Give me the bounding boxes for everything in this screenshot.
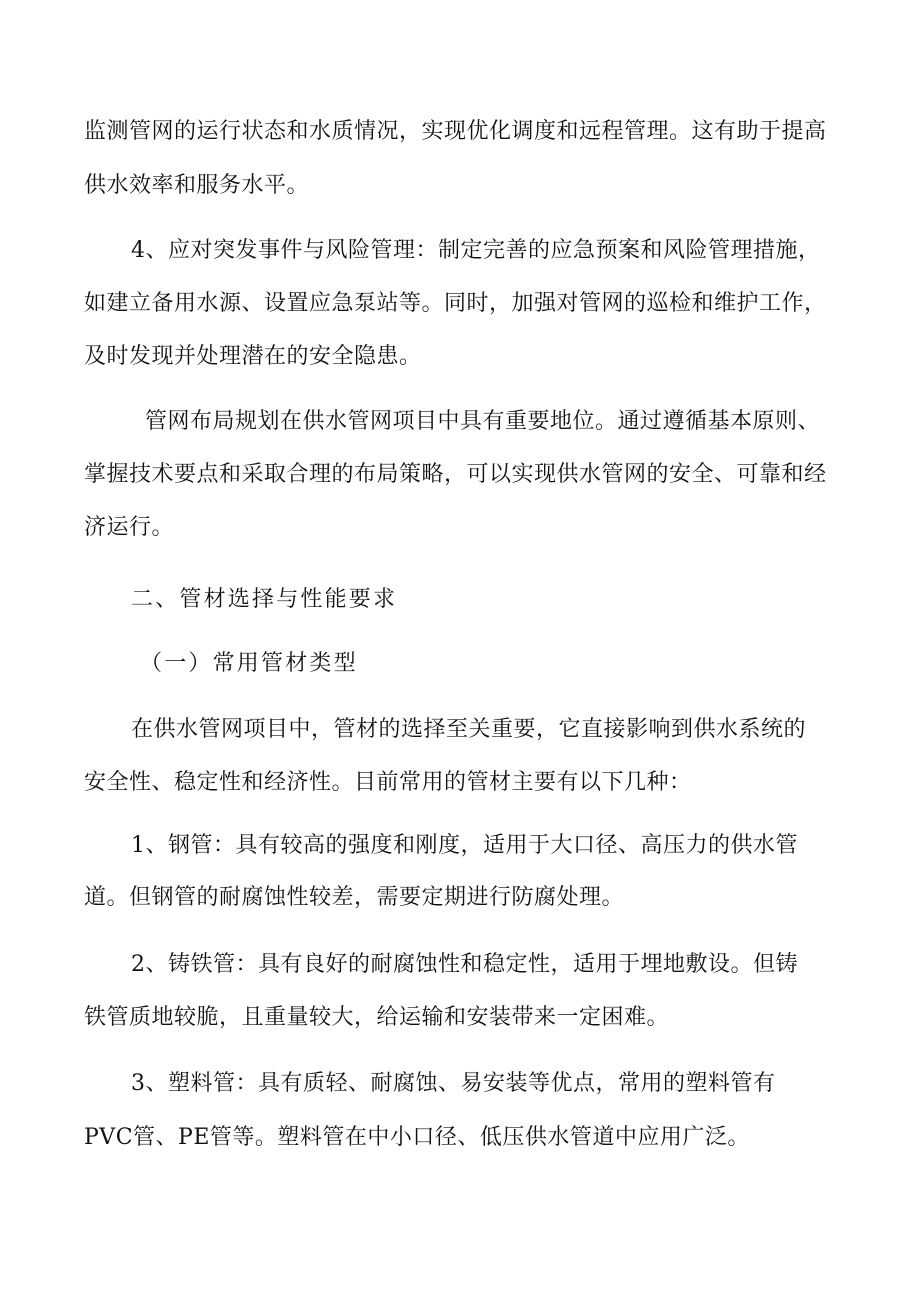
- paragraph-line: 监测管网的运行状态和水质情况，实现优化调度和远程管理。这有助于提高: [84, 119, 827, 144]
- paragraph-line: 4、应对突发事件与风险管理：制定完善的应急预案和风险管理措施，: [131, 238, 821, 263]
- list-item-line: 1、钢管：具有较高的强度和刚度，适用于大口径、高压力的供水管: [131, 833, 798, 858]
- paragraph-line: 安全性、稳定性和经济性。目前常用的管材主要有以下几种：: [84, 770, 692, 795]
- section-heading: 二、管材选择与性能要求: [131, 587, 398, 612]
- list-item-line: 铁管质地较脆，且重量较大，给运输和安装带来一定困难。: [84, 1005, 670, 1030]
- paragraph-line: 及时发现并处理潜在的安全隐患。: [84, 344, 422, 369]
- list-item-line: 2、铸铁管：具有良好的耐腐蚀性和稳定性，适用于埋地敷设。但铸: [131, 952, 798, 977]
- paragraph-line: 济运行。: [84, 515, 175, 540]
- subsection-heading: （一）常用管材类型: [140, 651, 358, 676]
- list-item-line: PVC管、PE管等。塑料管在中小口径、低压供水管道中应用广泛。: [84, 1125, 750, 1150]
- list-item-line: 道。但钢管的耐腐蚀性较差，需要定期进行防腐处理。: [84, 885, 625, 910]
- paragraph-line: 掌握技术要点和采取合理的布局策略，可以实现供水管网的安全、可靠和经: [84, 462, 827, 487]
- paragraph-line: 在供水管网项目中，管材的选择至关重要，它直接影响到供水系统的: [131, 717, 807, 742]
- paragraph-line: 如建立备用水源、设置应急泵站等。同时，加强对管网的巡检和维护工作，: [84, 291, 827, 316]
- list-item-line: 3、塑料管：具有质轻、耐腐蚀、易安装等优点，常用的塑料管有: [131, 1071, 776, 1096]
- paragraph-line: 供水效率和服务水平。: [84, 173, 310, 198]
- paragraph-line: 管网布局规划在供水管网项目中具有重要地位。通过遵循基本原则、: [145, 409, 821, 434]
